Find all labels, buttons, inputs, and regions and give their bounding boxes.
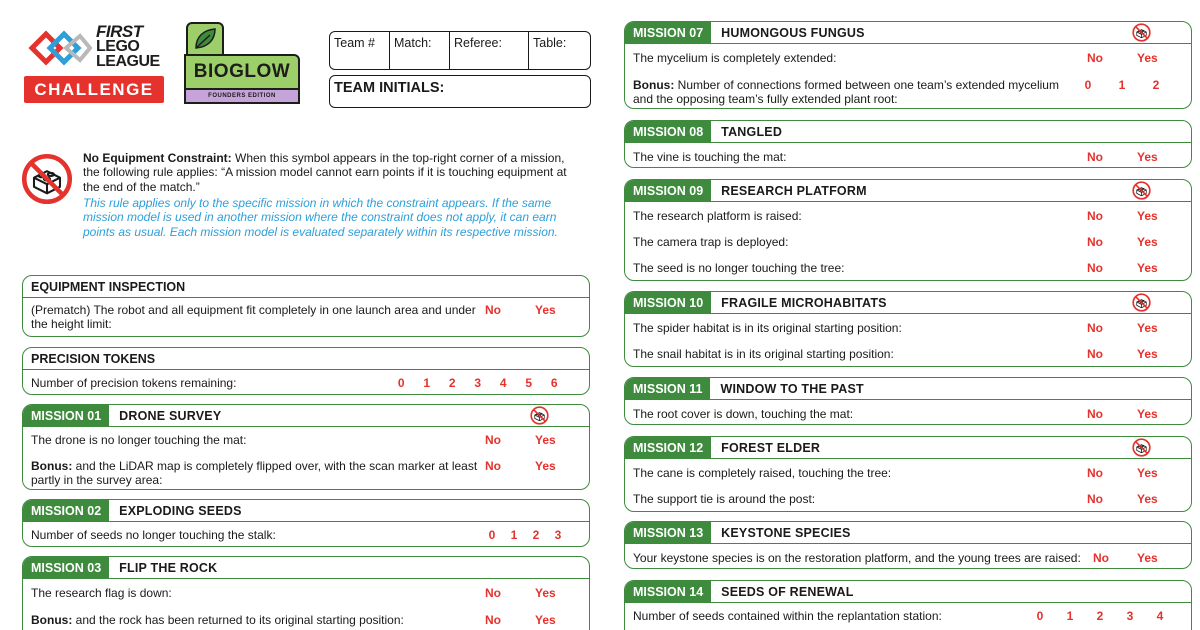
mission-13-row-1-yes[interactable]: Yes bbox=[1137, 551, 1158, 565]
mission-03-title: FLIP THE ROCK bbox=[119, 561, 218, 575]
mission-13-card bbox=[624, 521, 1192, 569]
mission-09-title: RESEARCH PLATFORM bbox=[721, 184, 867, 198]
mission-07-card bbox=[624, 21, 1192, 109]
mission-08-card bbox=[624, 120, 1192, 168]
mission-14-option-0[interactable]: 0 bbox=[1036, 609, 1044, 623]
mission-09-row-3-no[interactable]: No bbox=[1087, 261, 1103, 275]
mission-03-row-1-no[interactable]: No bbox=[485, 586, 501, 600]
mission-08-number: MISSION 08 bbox=[625, 121, 711, 143]
mission-13-number: MISSION 13 bbox=[625, 522, 711, 544]
mission-03-number: MISSION 03 bbox=[23, 557, 109, 579]
bioglow-logo bbox=[184, 22, 300, 104]
bioglow-title: BIOGLOW bbox=[184, 54, 300, 90]
precision-option-6[interactable]: 6 bbox=[550, 376, 558, 390]
mission-01-number: MISSION 01 bbox=[23, 405, 109, 427]
mission-03-row-2-yes[interactable]: Yes bbox=[535, 613, 556, 627]
mission-10-row-2: The snail habitat is in its original starting position: bbox=[633, 347, 894, 361]
mission-07-row-2: Number of connections formed between one team’s extended mycelium and the opposing team’s fully extended plant root: bbox=[633, 78, 1059, 106]
mission-03-row-2-no[interactable]: No bbox=[485, 613, 501, 627]
match-field[interactable] bbox=[390, 32, 450, 69]
mission-11-row-1-yes[interactable]: Yes bbox=[1137, 407, 1158, 421]
no-equipment-icon bbox=[1132, 293, 1151, 312]
mission-01-row-1-yes[interactable]: Yes bbox=[535, 433, 556, 447]
leaf-icon bbox=[186, 22, 224, 56]
fll-challenge-logo bbox=[22, 24, 164, 104]
mission-07-row-1-no[interactable]: No bbox=[1087, 51, 1103, 65]
mission-10-title: FRAGILE MICROHABITATS bbox=[721, 296, 887, 310]
mission-10-row-2-yes[interactable]: Yes bbox=[1137, 347, 1158, 361]
precision-tokens-text: Number of precision tokens remaining: bbox=[31, 376, 237, 390]
mission-01-row-1-no[interactable]: No bbox=[485, 433, 501, 447]
mission-08-row-1: The vine is touching the mat: bbox=[633, 150, 787, 164]
no-equipment-icon bbox=[21, 153, 73, 205]
precision-option-5[interactable]: 5 bbox=[525, 376, 533, 390]
mission-12-number: MISSION 12 bbox=[625, 437, 711, 459]
mission-03-row-2: and the rock has been returned to its original starting position: bbox=[72, 613, 404, 627]
mission-02-option-1[interactable]: 1 bbox=[510, 528, 518, 542]
mission-08-title: TANGLED bbox=[721, 125, 783, 139]
team-number-label: Team # bbox=[334, 36, 375, 50]
mission-09-row-3: The seed is no longer touching the tree: bbox=[633, 261, 845, 275]
equipment-inspection-card bbox=[22, 275, 590, 337]
mission-12-row-1-no[interactable]: No bbox=[1087, 466, 1103, 480]
mission-02-card bbox=[22, 499, 590, 547]
equipment-inspection-no[interactable]: No bbox=[485, 303, 501, 317]
mission-10-card bbox=[624, 291, 1192, 367]
mission-09-number: MISSION 09 bbox=[625, 180, 711, 202]
mission-12-row-2: The support tie is around the post: bbox=[633, 492, 816, 506]
fll-lego-text: LEGO bbox=[96, 38, 140, 55]
mission-11-number: MISSION 11 bbox=[625, 378, 710, 400]
no-equipment-icon bbox=[530, 406, 549, 425]
mission-09-row-1: The research platform is raised: bbox=[633, 209, 802, 223]
match-label: Match: bbox=[394, 36, 432, 50]
mission-02-option-2[interactable]: 2 bbox=[532, 528, 540, 542]
mission-10-row-1-yes[interactable]: Yes bbox=[1137, 321, 1158, 335]
mission-07-option-2[interactable]: 2 bbox=[1152, 78, 1160, 92]
mission-07-option-0[interactable]: 0 bbox=[1084, 78, 1092, 92]
mission-11-card bbox=[624, 377, 1192, 425]
mission-12-title: FOREST ELDER bbox=[721, 441, 821, 455]
mission-10-row-2-no[interactable]: No bbox=[1087, 347, 1103, 361]
referee-field[interactable] bbox=[450, 32, 529, 69]
precision-tokens-title: PRECISION TOKENS bbox=[31, 352, 156, 366]
no-equipment-icon bbox=[1132, 438, 1151, 457]
mission-02-number: MISSION 02 bbox=[23, 500, 109, 522]
mission-01-row-2-no[interactable]: No bbox=[485, 459, 501, 473]
mission-03-bonus-label: Bonus: bbox=[31, 613, 73, 627]
precision-option-4[interactable]: 4 bbox=[499, 376, 507, 390]
mission-08-row-1-yes[interactable]: Yes bbox=[1137, 150, 1158, 164]
mission-09-card bbox=[624, 179, 1192, 281]
mission-09-row-1-no[interactable]: No bbox=[1087, 209, 1103, 223]
mission-07-option-1[interactable]: 1 bbox=[1118, 78, 1126, 92]
mission-11-row-1: The root cover is down, touching the mat: bbox=[633, 407, 854, 421]
fll-first-text: FIRST bbox=[96, 22, 143, 41]
equipment-inspection-text: (Prematch) The robot and all equipment fit completely in one launch area and under the height limit: bbox=[31, 303, 476, 331]
team-number-field[interactable] bbox=[330, 32, 390, 69]
mission-03-row-1-yes[interactable]: Yes bbox=[535, 586, 556, 600]
mission-14-card bbox=[624, 580, 1192, 630]
mission-14-option-2[interactable]: 2 bbox=[1096, 609, 1104, 623]
constraint-description bbox=[83, 151, 573, 194]
mission-09-row-3-yes[interactable]: Yes bbox=[1137, 261, 1158, 275]
mission-12-row-1-yes[interactable]: Yes bbox=[1137, 466, 1158, 480]
constraint-note: This rule applies only to the specific mission in which the constraint appears. If the same mission model is used in another mission where the constraint does not apply, it can earn points as usual. Each mission model is evaluated separately within its respective mission. bbox=[83, 196, 558, 239]
mission-09-row-1-yes[interactable]: Yes bbox=[1137, 209, 1158, 223]
mission-14-option-4[interactable]: 4 bbox=[1156, 609, 1164, 623]
mission-09-row-2: The camera trap is deployed: bbox=[633, 235, 789, 249]
mission-12-card bbox=[624, 436, 1192, 512]
mission-02-option-3[interactable]: 3 bbox=[554, 528, 562, 542]
precision-option-1[interactable]: 1 bbox=[423, 376, 431, 390]
mission-14-title: SEEDS OF RENEWAL bbox=[721, 585, 854, 599]
referee-label: Referee: bbox=[454, 36, 502, 50]
mission-01-card bbox=[22, 404, 590, 490]
equipment-inspection-title: EQUIPMENT INSPECTION bbox=[31, 280, 186, 294]
mission-12-row-2-no[interactable]: No bbox=[1087, 492, 1103, 506]
no-equipment-icon bbox=[1132, 181, 1151, 200]
mission-13-row-1: Your keystone species is on the restoration platform, and the young trees are raised: bbox=[633, 551, 1081, 565]
mission-14-row-1: Number of seeds contained within the replantation station: bbox=[633, 609, 942, 623]
precision-tokens-card bbox=[22, 347, 590, 395]
table-label: Table: bbox=[533, 36, 567, 50]
mission-14-number: MISSION 14 bbox=[625, 581, 711, 603]
mission-01-row-2: and the LiDAR map is completely flipped over, with the scan marker at least partly in the survey area: bbox=[31, 459, 478, 487]
team-initials-label: TEAM INITIALS: bbox=[334, 80, 445, 96]
mission-10-row-1: The spider habitat is in its original starting position: bbox=[633, 321, 902, 335]
precision-option-0[interactable]: 0 bbox=[397, 376, 405, 390]
mission-01-row-2-yes[interactable]: Yes bbox=[535, 459, 556, 473]
mission-01-bonus-label: Bonus: bbox=[31, 459, 73, 473]
mission-07-number: MISSION 07 bbox=[625, 22, 711, 44]
mission-12-row-2-yes[interactable]: Yes bbox=[1137, 492, 1158, 506]
mission-07-bonus-label: Bonus: bbox=[633, 78, 675, 92]
mission-14-option-1[interactable]: 1 bbox=[1066, 609, 1074, 623]
match-info-box bbox=[329, 31, 591, 70]
mission-12-row-1: The cane is completely raised, touching the tree: bbox=[633, 466, 892, 480]
mission-02-row-1: Number of seeds no longer touching the stalk: bbox=[31, 528, 276, 542]
mission-03-card bbox=[22, 556, 590, 630]
mission-10-number: MISSION 10 bbox=[625, 292, 711, 314]
constraint-title: No Equipment Constraint: bbox=[83, 151, 232, 165]
fll-mark-icon bbox=[26, 28, 92, 68]
mission-07-row-1-yes[interactable]: Yes bbox=[1137, 51, 1158, 65]
mission-02-title: EXPLODING SEEDS bbox=[119, 504, 242, 518]
bioglow-subtitle: FOUNDERS EDITION bbox=[184, 88, 300, 104]
precision-option-3[interactable]: 3 bbox=[474, 376, 482, 390]
mission-11-row-1-no[interactable]: No bbox=[1087, 407, 1103, 421]
mission-11-title: WINDOW TO THE PAST bbox=[720, 382, 864, 396]
mission-01-row-1: The drone is no longer touching the mat: bbox=[31, 433, 247, 447]
mission-07-row-1: The mycelium is completely extended: bbox=[633, 51, 837, 65]
fll-league-text: LEAGUE bbox=[96, 53, 160, 70]
team-initials-field[interactable] bbox=[329, 75, 591, 108]
mission-09-row-2-no[interactable]: No bbox=[1087, 235, 1103, 249]
fll-challenge-banner: CHALLENGE bbox=[24, 76, 164, 103]
mission-14-option-3[interactable]: 3 bbox=[1126, 609, 1134, 623]
mission-10-row-1-no[interactable]: No bbox=[1087, 321, 1103, 335]
mission-01-title: DRONE SURVEY bbox=[119, 409, 222, 423]
mission-13-row-1-no[interactable]: No bbox=[1093, 551, 1109, 565]
constraint-text: When this symbol appears in the top-right corner of a mission, the following rule applies: “A mission model cannot earn points if it is touching equipment at the end of the match.” bbox=[83, 151, 567, 194]
equipment-inspection-yes[interactable]: Yes bbox=[535, 303, 556, 317]
precision-option-2[interactable]: 2 bbox=[448, 376, 456, 390]
mission-03-row-1: The research flag is down: bbox=[31, 586, 172, 600]
mission-07-title: HUMONGOUS FUNGUS bbox=[721, 26, 865, 40]
mission-08-row-1-no[interactable]: No bbox=[1087, 150, 1103, 164]
table-field[interactable] bbox=[529, 32, 589, 69]
no-equipment-icon bbox=[1132, 23, 1151, 42]
mission-02-option-0[interactable]: 0 bbox=[488, 528, 496, 542]
mission-09-row-2-yes[interactable]: Yes bbox=[1137, 235, 1158, 249]
mission-13-title: KEYSTONE SPECIES bbox=[721, 526, 851, 540]
